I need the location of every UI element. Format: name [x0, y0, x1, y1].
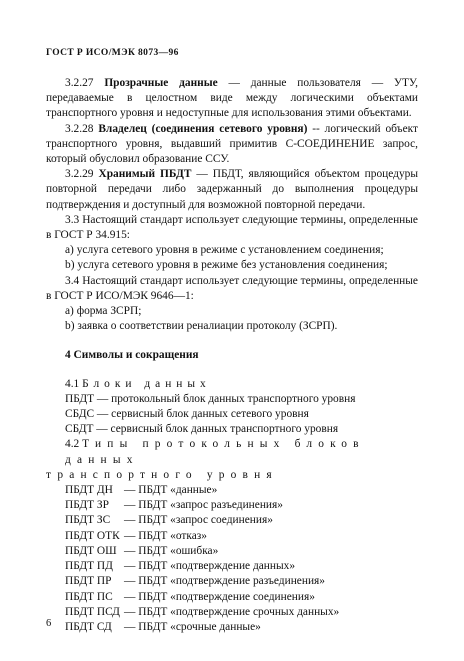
abbr-desc: — ПБДТ «отказ»: [124, 529, 207, 542]
abbr: ПБДТ ЗС: [65, 514, 111, 527]
list-item: [46, 513, 418, 528]
list-item: а) услуга сетевого уровня в режиме с установлением соединения;: [65, 244, 384, 257]
subsection-number: 4.1: [65, 377, 80, 390]
abbr: ПБДТ ПР: [65, 575, 112, 588]
list-item: [46, 498, 418, 513]
definition-3-2-28: [46, 122, 418, 168]
list-item: [46, 605, 418, 620]
paragraph-3-4: 3.4 Настоящий стандарт использует следующие термины, определенные в ГОСТ Р ИСО/МЭК 9646—1:: [46, 274, 418, 302]
abbr-desc: — ПБДТ «подтверждение соединения»: [124, 590, 315, 603]
subsection-4-2-heading: [46, 437, 418, 467]
abbr-desc: — ПБДТ «срочные данные»: [124, 620, 261, 633]
list-item: [46, 620, 418, 635]
list-item: [46, 529, 418, 544]
list-item: СБДС — сервисный блок данных сетевого уровня: [65, 408, 309, 421]
running-header: ГОСТ Р ИСО/МЭК 8073—96: [46, 48, 179, 58]
abbr: ПБДТ ПС: [65, 590, 113, 603]
abbr-desc: — ПБДТ «подтверждение срочных данных»: [124, 605, 340, 618]
abbr-desc: — ПБДТ «ошибка»: [124, 544, 219, 557]
def-number: 3.2.28: [65, 122, 94, 135]
page-body: [46, 76, 418, 635]
subsection-title: Типы протокольных блоков данных: [65, 438, 365, 466]
abbr: ПБДТ ЗР: [65, 499, 109, 512]
list-item: [46, 590, 418, 605]
abbr: ПБДТ ОТК: [65, 529, 120, 542]
section-heading: 4 Символы и сокращения: [65, 349, 199, 362]
definition-3-2-27: [46, 76, 418, 122]
def-term: Владелец (соединения сетевого уровня): [98, 122, 308, 135]
def-text: — данные пользователя — УТУ, передаваемые в целостном виде между логическими объектами транспортного уровня и недоступные для использования этими объектами.: [46, 77, 418, 120]
abbr: ПБДТ СД: [65, 620, 112, 633]
abbreviation-list: [46, 483, 418, 635]
list-item: [46, 544, 418, 559]
list-item: b) заявка о соответствии реналиации протоколу (ЗСРП).: [65, 320, 338, 333]
list-item: [46, 574, 418, 589]
def-number: 3.2.29: [65, 168, 94, 181]
page-number: 6: [46, 618, 52, 629]
list-item: [46, 483, 418, 498]
def-term: Прозрачные данные: [104, 77, 218, 89]
abbr-desc: — ПБДТ «запрос разъединения»: [124, 499, 283, 512]
subsection-number: 4.2: [65, 438, 80, 451]
list-item: СБДТ — сервисный блок данных транспортного уровня: [65, 423, 339, 436]
paragraph-3-3: 3.3 Настоящий стандарт использует следующие термины, определенные в ГОСТ Р 34.915:: [46, 213, 418, 242]
subsection-title-continued: транспортного уровня: [46, 468, 278, 481]
def-term: Хранимый ПБДТ: [98, 168, 192, 181]
def-number: 3.2.27: [65, 77, 94, 89]
abbr: ПБДТ ПСД: [65, 605, 120, 618]
list-item: ПБДТ — протокольный блок данных транспортного уровня: [65, 392, 356, 405]
list-item: b) услуга сетевого уровня в режиме без установления соединения;: [65, 259, 388, 272]
abbr: ПБДТ ПД: [65, 560, 113, 573]
abbr-desc: — ПБДТ «запрос соединения»: [124, 514, 273, 527]
def-text: -- логический объект транспортного уровня, выдавший примитив С-СОЕДИНЕНИЕ запрос, который обусловил образование ССУ.: [46, 122, 418, 166]
subsection-4-1-heading: [46, 377, 418, 392]
abbr-desc: — ПБДТ «подтверждение разъединения»: [124, 575, 325, 588]
subsection-title: Блоки данных: [82, 377, 211, 390]
list-item: а) форма ЗСРП;: [65, 305, 142, 318]
abbr-desc: — ПБДТ «данные»: [124, 484, 218, 497]
abbr-desc: — ПБДТ «подтверждение данных»: [124, 560, 296, 573]
abbr: ПБДТ ДН: [65, 484, 113, 497]
def-text: — ПБДТ, являющийся объектом процедуры повторной передачи либо задержанный до выполнения процедуры подтверждения и доступный для возможной повторной передачи.: [46, 168, 418, 211]
abbr: ПБДТ ОШ: [65, 544, 117, 557]
list-item: [46, 559, 418, 574]
definition-3-2-29: [46, 167, 418, 213]
